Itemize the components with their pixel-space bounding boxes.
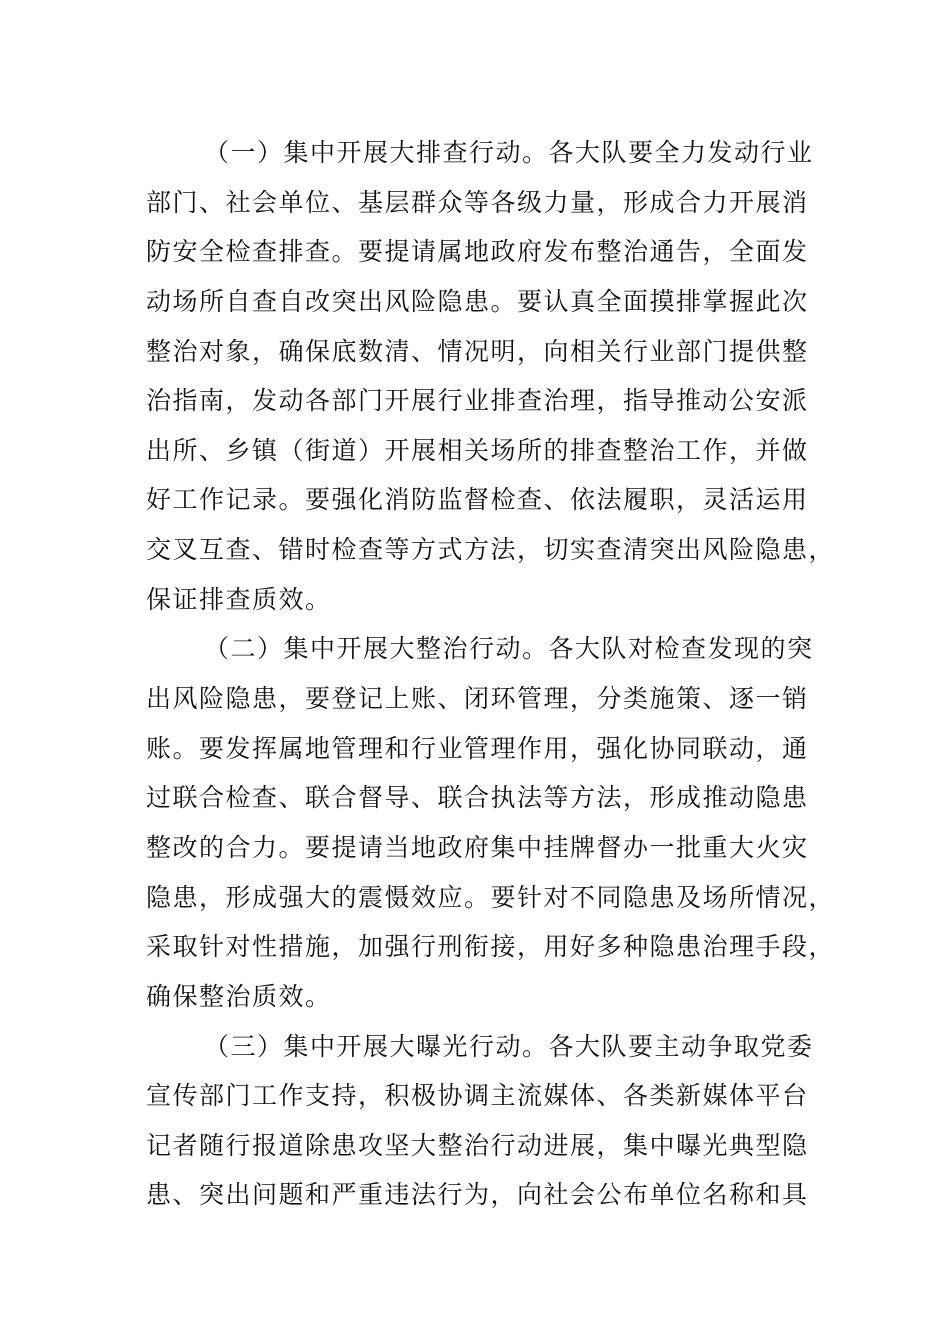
paragraph-line: 账。要发挥属地管理和行业管理作用，强化协同联动，通	[146, 733, 809, 763]
paragraph-line: （三）集中开展大曝光行动。各大队要主动争取党委	[204, 1031, 814, 1061]
paragraph-line: 患、突出问题和严重违法行为，向社会公布单位名称和具	[146, 1180, 809, 1210]
paragraph-line: 记者随行报道除患攻坚大整治行动进展，集中曝光典型隐	[146, 1130, 809, 1160]
paragraph-3	[146, 1022, 814, 1221]
paragraph-line: 隐患，形成强大的震慑效应。要针对不同隐患及场所情况，	[146, 882, 836, 912]
paragraph-line: （一）集中开展大排查行动。各大队要全力发动行业	[204, 138, 814, 167]
paragraph-line: 保证排查质效。	[146, 584, 332, 614]
paragraph-line: 交叉互查、错时检查等方式方法，切实查清突出风险隐患，	[146, 535, 836, 565]
paragraph-line: 出风险隐患，要登记上账、闭环管理，分类施策、逐一销	[146, 684, 809, 714]
paragraph-line: 过联合检查、联合督导、联合执法等方法，形成推动隐患	[146, 783, 809, 813]
paragraph-line: 采取针对性措施，加强行刑衔接，用好多种隐患治理手段，	[146, 932, 836, 962]
paragraph-line: 治指南，发动各部门开展行业排查治理，指导推动公安派	[146, 386, 809, 416]
paragraph-line: 宣传部门工作支持，积极协调主流媒体、各类新媒体平台	[146, 1081, 809, 1111]
document-body	[146, 128, 836, 1220]
paragraph-line: （二）集中开展大整治行动。各大队对检查发现的突	[204, 634, 814, 664]
paragraph-line: 整改的合力。要提请当地政府集中挂牌督办一批重大火灾	[146, 832, 809, 862]
paragraph-line: 部门、社会单位、基层群众等各级力量，形成合力开展消	[146, 187, 809, 217]
paragraph-line: 确保整治质效。	[146, 981, 332, 1011]
paragraph-line: 好工作记录。要强化消防监督检查、依法履职，灵活运用	[146, 485, 809, 515]
paragraph-2	[146, 624, 836, 1021]
paragraph-line: 出所、乡镇（街道）开展相关场所的排查整治工作，并做	[146, 435, 809, 465]
paragraph-1	[146, 128, 836, 624]
paragraph-line: 整治对象，确保底数清、情况明，向相关行业部门提供整	[146, 336, 809, 366]
paragraph-line: 动场所自查自改突出风险隐患。要认真全面摸排掌握此次	[146, 286, 809, 316]
paragraph-line: 防安全检查排查。要提请属地政府发布整治通告，全面发	[146, 237, 809, 267]
